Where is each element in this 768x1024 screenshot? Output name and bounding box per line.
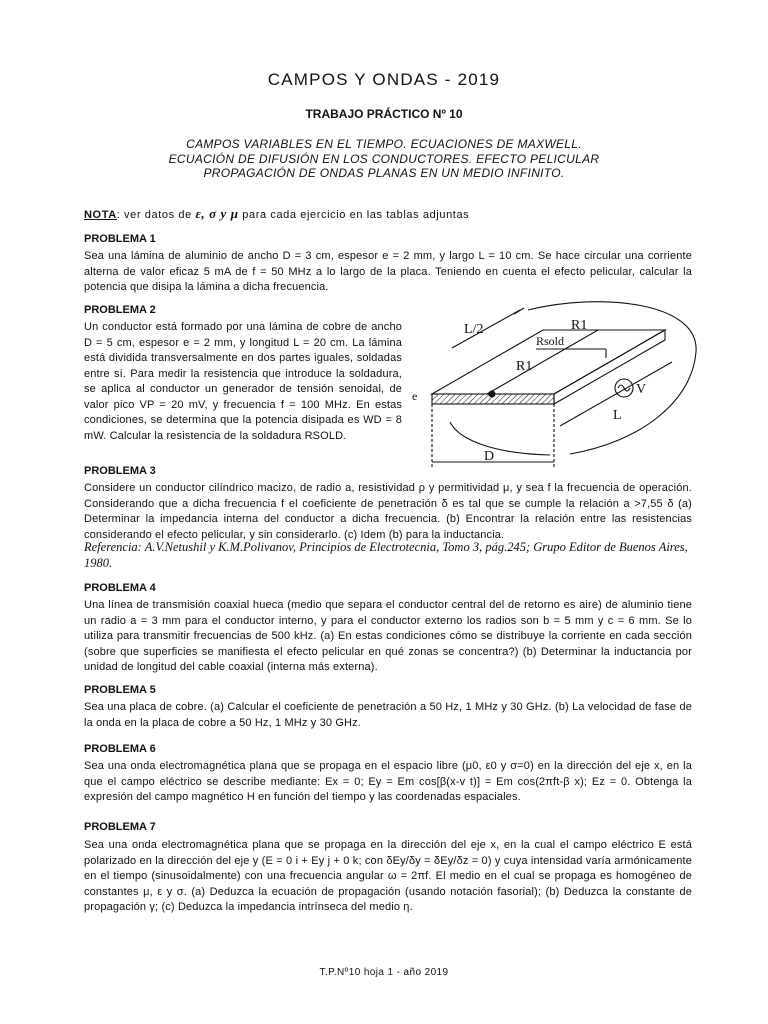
- circuit-loop: [528, 302, 696, 454]
- problem-heading: PROBLEMA 7: [84, 821, 156, 833]
- label-rsold: Rsold: [536, 334, 565, 348]
- sine-icon: [618, 385, 630, 391]
- problem-heading: PROBLEMA 4: [84, 582, 156, 594]
- problem-text: [84, 838, 692, 916]
- label-r1-top: R1: [571, 318, 588, 333]
- problem-body: Una línea de transmisión coaxial hueca (medio que separa el conductor central del de retorno es aire) de aluminio tiene un radio a = 3 mm para el conductor interno, y para el conductor externo los radios son b = 5 mm y c = 6 mm. Se lo utiliza para transmitir frecuencias de 500 kHz. (a) En estas condiciones cómo se distribuye la corriente en cada sección (sobre que superficies se manifiesta el efecto pelicular en qué zonas se concentra?) (b) Determinar la inductancia por unidad de longitud del cable coaxial (interna más externa).: [84, 599, 692, 673]
- problem-body: Sea una onda electromagnética plana que se propaga en el espacio libre (μ0, ε0 y σ=0) en la dirección del eje x, en la que el campo eléctrico se describe mediante: Ex = 0; Ey = Em cos[β(x-v t)] = Em cos(2πft-β x); Ez = 0. Obtenga la expresión del campo magnético H en función del tiempo y las coordenadas espaciales.: [84, 760, 692, 803]
- problem-text: [84, 320, 402, 444]
- label-thickness: e: [412, 389, 418, 403]
- plate-side-face: [554, 330, 665, 404]
- problem-heading: PROBLEMA 3: [84, 465, 156, 477]
- dimension-line: [452, 310, 520, 348]
- nota-label: NOTA: [84, 209, 117, 221]
- nota-text: para cada ejercicio en las tablas adjuntas: [238, 209, 470, 221]
- page-footer: T.P.Nº10 hoja 1 - año 2019: [319, 967, 449, 978]
- problem-text: [84, 598, 692, 676]
- reference-text: Referencia: A.V.Netushil y K.M.Polivanov, Principios de Electrotecnia, Tomo 3, pág.245; Grupo Editor de Buenos Aires, 1980.: [84, 540, 688, 570]
- problem-body: Considere un conductor cilíndrico macizo, de radio a, resistividad ρ y permitividad μ, y sea f la frecuencia de operación. Considerando que a dicha frecuencia f el coeficiente de penetración δ es tal que se cumple la relación a >7,55 δ (a) Determinar la impedancia interna del conductor a dicha frecuencia. (b) Encontrar la relación entre las resistencias considerando el efecto pelicular, y sin considerarlo. (c) Idem (b) para la inductancia.: [84, 482, 692, 541]
- nota-symbols: ε, σ y μ: [195, 206, 239, 221]
- problem-heading: PROBLEMA 1: [84, 233, 156, 245]
- problem-heading: PROBLEMA 5: [84, 684, 156, 696]
- topic-line: PROPAGACIÓN DE ONDAS PLANAS EN UN MEDIO INFINITO.: [203, 166, 565, 180]
- label-length: L: [613, 408, 622, 423]
- topic-line: CAMPOS VARIABLES EN EL TIEMPO. ECUACIONES DE MAXWELL.: [186, 137, 582, 151]
- label-r1-mid: R1: [516, 359, 533, 374]
- circuit-loop: [450, 422, 550, 455]
- document-subtitle: TRABAJO PRÁCTICO Nº 10: [305, 107, 463, 121]
- solder-point: [489, 391, 496, 398]
- problem-text: [84, 700, 692, 731]
- label-width: D: [484, 449, 495, 464]
- label-voltage: V: [636, 382, 647, 397]
- problem-body: Sea una placa de cobre. (a) Calcular el coeficiente de penetración a 50 Hz, 1 MHz y 30 GHz. (b) La velocidad de fase de la onda en la placa de cobre a 50 Hz, 1 MHz y 30 GHz.: [84, 701, 692, 729]
- nota-line: [84, 206, 469, 222]
- problem-heading: PROBLEMA 6: [84, 743, 156, 755]
- topic-line: ECUACIÓN DE DIFUSIÓN EN LOS CONDUCTORES. EFECTO PELICULAR: [168, 152, 600, 166]
- label-half-length: L/2: [464, 322, 484, 337]
- document-title: CAMPOS Y ONDAS - 2019: [267, 70, 501, 89]
- problem-heading: PROBLEMA 2: [84, 304, 156, 316]
- nota-text: : ver datos de: [116, 209, 196, 221]
- dimension-tick: [514, 308, 524, 314]
- problem-text: [84, 759, 692, 806]
- problem-text: [84, 481, 692, 543]
- problem-body: Sea una lámina de aluminio de ancho D = 3 cm, espesor e = 2 mm, y largo L = 10 cm. Se hace circular una corriente alterna de valor eficaz 5 mA de f = 50 MHz a lo largo de la placa. Teniendo en cuenta el efecto pelicular, calcular la potencia que disipa la lámina a dicha frecuencia.: [84, 250, 692, 293]
- problem-text: [84, 249, 692, 296]
- problem-body: Un conductor está formado por una lámina de cobre de ancho D = 5 cm, espesor e = 2 mm, y longitud L = 20 cm. La lámina está dividida transversalmente en dos partes iguales, soldadas entre sí. Para medir la resistencia que introduce la soldadura, se aplica al conductor un generador de tensión senoidal, de valor pico VP = 20 mV, y frecuencia f = 100 MHz. En estas condiciones, se determina que la potencia disipada es WD = 8 mW. Calcular la resistencia de la soldadura RSOLD.: [84, 321, 402, 442]
- solder-plate-figure: [410, 292, 700, 477]
- problem-body: Sea una onda electromagnética plana que se propaga en la dirección del eje x, en la cual el campo eléctrico E está polarizado en la dirección del eje y (E = 0 i + Ey j + 0 k; con δEy/δy = δEy/δz = 0) y cuya intensidad varía armónicamente en el tiempo (sinusoidalmente) con una frecuencia angular ω = 2πf. El medio en el cual se propaga es homogéneo de constantes μ, ε y σ. (a) Deduzca la ecuación de propagación (usando notación fasorial); (b) Deduzca la constante de propagación γ; (c) Deduzca la impedancia intrínseca del medio η.: [84, 839, 692, 913]
